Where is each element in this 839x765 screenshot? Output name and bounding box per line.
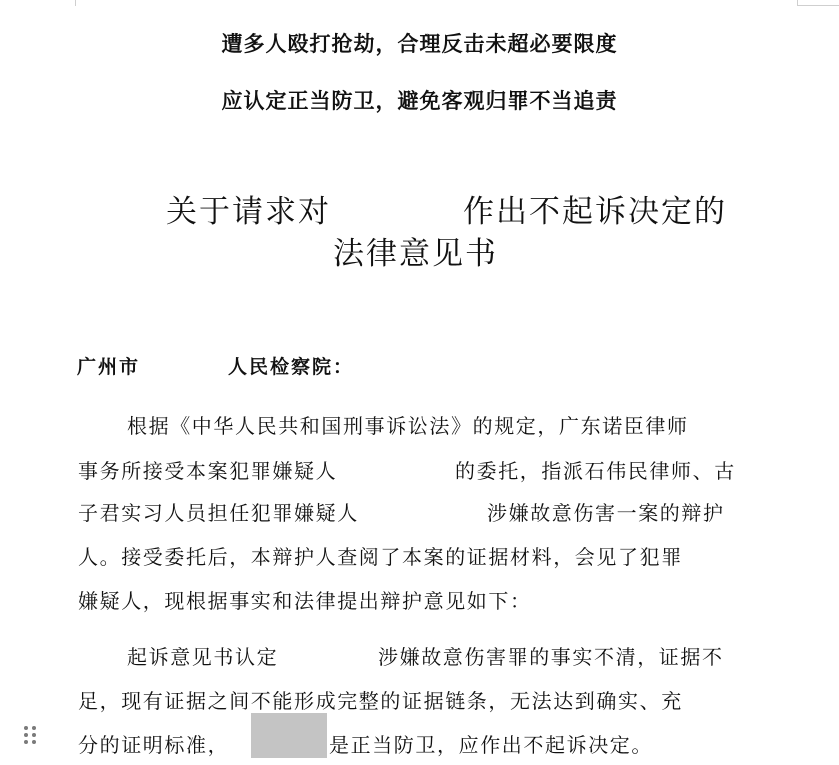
title-part-1: 关于请求对 — [166, 194, 331, 230]
paragraph-1-line-2b: 的委托，指派石伟民律师、古 — [455, 459, 736, 483]
subtitle-line-1: 遭多人殴打抢劫，合理反击未超必要限度 — [221, 31, 618, 56]
paragraph-2-line-2: 足，现有证据之间不能形成完整的证据链条，无法达到确实、充 — [78, 689, 683, 713]
paragraph-1-line-3b: 涉嫌故意伤害一案的辩护 — [487, 501, 725, 525]
salutation-org: 人民检察院： — [228, 356, 355, 378]
salutation-city: 广州市 — [77, 356, 141, 378]
crop-mark-right-horizontal — [797, 5, 839, 6]
paragraph-2-line-1b: 涉嫌故意伤害罪的事实不清，证据不 — [378, 645, 724, 669]
subtitle-line-2: 应认定正当防卫，避免客观归罪不当追责 — [221, 88, 618, 113]
paragraph-1-line-1: 根据《中华人民共和国刑事诉讼法》的规定，广东诺臣律师 — [127, 414, 689, 438]
title-part-2: 作出不起诉决定的 — [463, 194, 727, 230]
drag-dot — [32, 726, 36, 730]
redaction-box — [251, 713, 327, 758]
crop-mark-right-vertical — [797, 0, 798, 6]
paragraph-1-line-2a: 事务所接受本案犯罪嫌疑人 — [78, 459, 338, 483]
drag-dot — [24, 733, 28, 737]
drag-dot — [24, 726, 28, 730]
paragraph-1-line-4: 人。接受委托后，本辩护人查阅了本案的证据材料，会见了犯罪 — [78, 545, 683, 569]
paragraph-2-line-1a: 起诉意见书认定 — [127, 645, 279, 669]
paragraph-1-line-3a: 子君实习人员担任犯罪嫌疑人 — [78, 501, 359, 525]
drag-dot — [32, 740, 36, 744]
paragraph-2-line-3b: 是正当防卫，应作出不起诉决定。 — [329, 733, 653, 757]
title-line-2: 法律意见书 — [333, 236, 498, 272]
drag-dot — [32, 733, 36, 737]
drag-handle-icon[interactable] — [24, 726, 38, 746]
crop-mark-left — [75, 0, 76, 6]
paragraph-1-line-5: 嫌疑人，现根据事实和法律提出辩护意见如下： — [78, 589, 532, 613]
paragraph-2-line-3a: 分的证明标准， — [78, 733, 230, 757]
drag-dot — [24, 740, 28, 744]
